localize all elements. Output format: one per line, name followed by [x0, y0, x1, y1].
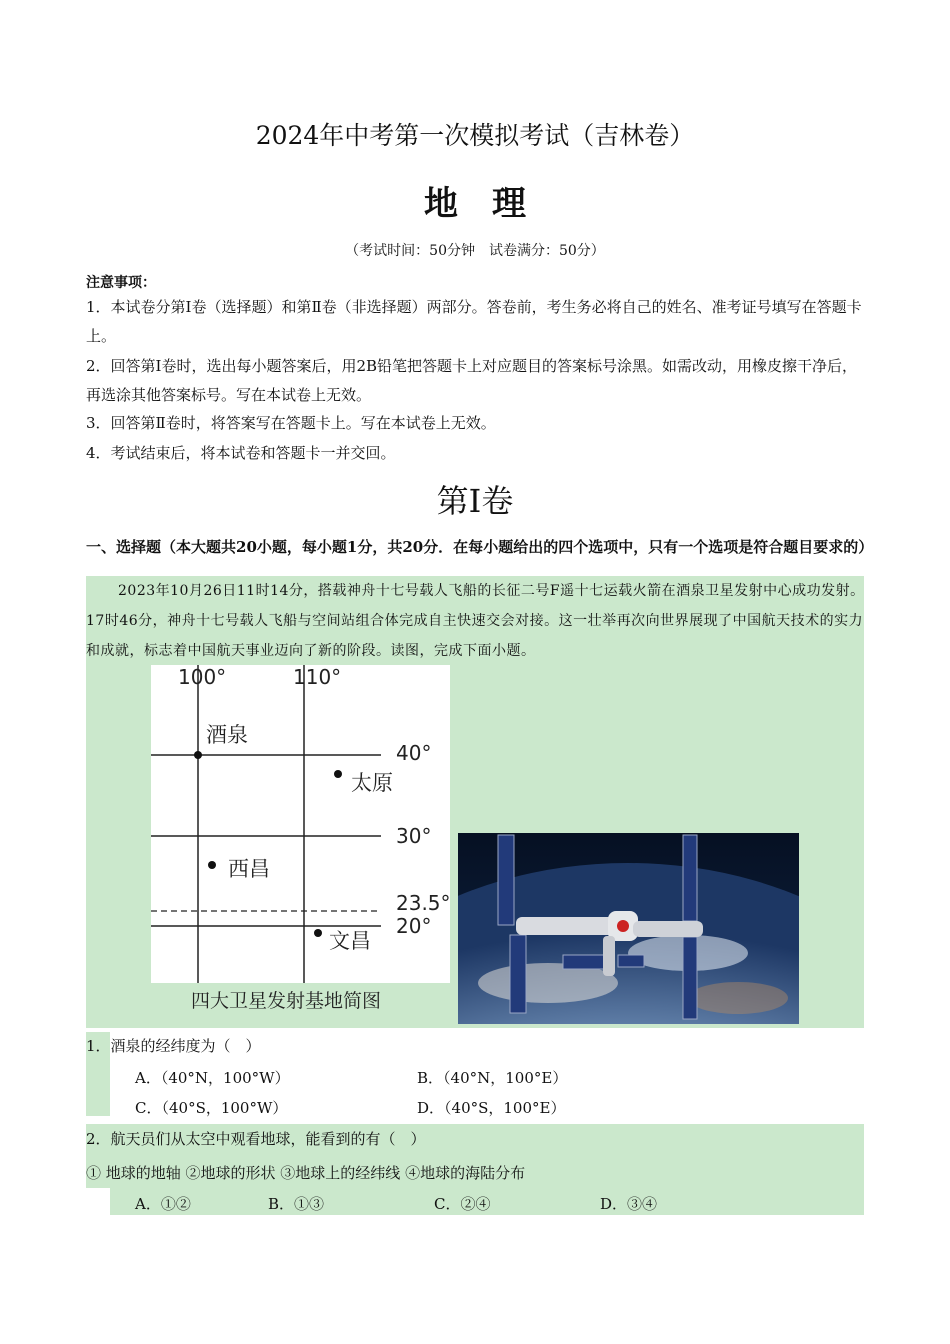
notice-heading: 注意事项： [86, 275, 156, 291]
question-stem: 1．酒泉的经纬度为（ ） [86, 1037, 261, 1055]
launch-site-map [151, 665, 450, 983]
lat-label: 30° [396, 824, 432, 848]
subject-title: 地理 [424, 184, 560, 224]
site-label: 西昌 [228, 857, 270, 881]
option-a[interactable]: A．①② [135, 1195, 191, 1213]
option-b[interactable]: B．①③ [268, 1195, 325, 1213]
lat-label: 20° [396, 914, 432, 938]
site-label: 文昌 [329, 929, 371, 953]
notice-item: 3．回答第Ⅱ卷时，将答案写在答题卡上。写在本试卷上无效。 [86, 414, 496, 432]
notice-item: 4．考试结束后，将本试卷和答题卡一并交回。 [86, 444, 396, 462]
question-stem: 2．航天员们从太空中观看地球，能看到的有（ ） [86, 1130, 426, 1148]
option-a[interactable]: A．（40°N，100°W） [135, 1069, 290, 1087]
option-d[interactable]: D．③④ [600, 1195, 658, 1213]
option-d[interactable]: D．（40°S，100°E） [417, 1099, 566, 1117]
passage-text [86, 576, 876, 666]
section-title: 一、选择题（本大题共20小题，每小题1分，共20分．在每小题给出的四个选项中，只有一个选项是符合题目要求的） [86, 538, 874, 556]
option-b[interactable]: B．（40°N，100°E） [417, 1069, 568, 1087]
option-c[interactable]: C．②④ [434, 1195, 491, 1213]
lon-label: 110° [293, 665, 342, 689]
lat-label: 23.5° [396, 891, 450, 915]
question-sub-items: ① 地球的地轴 ②地球的形状 ③地球上的经纬线 ④地球的海陆分布 [86, 1164, 526, 1182]
passage-content: 2023年10月26日11时14分，搭载神舟十七号载人飞船的长征二号F遥十七运载火箭在酒泉卫星发射中心成功发射。17时46分，神舟十七号载人飞船与空间站组合体完成自主快速交会对接。这一壮举再次向世界展现了中国航天技术的实力和成就，标志着中国航天事业迈向了新的阶段。读图，完成下面小题。 [86, 583, 865, 659]
lat-label: 40° [396, 741, 432, 765]
notice-item: 2．回答第Ⅰ卷时，选出每小题答案后，用2B铅笔把答题卡上对应题目的答案标号涂黑。如需改动，用橡皮擦干净后，再选涂其他答案标号。写在本试卷上无效。 [86, 357, 858, 404]
map-graphic [151, 665, 450, 983]
space-station-illustration [458, 833, 799, 1024]
part-title: 第Ⅰ卷 [436, 482, 514, 520]
map-caption: 四大卫星发射基地简图 [190, 990, 381, 1012]
lon-label: 100° [178, 665, 227, 689]
site-label: 太原 [351, 771, 393, 795]
exam-title: 2024年中考第一次模拟考试（吉林卷） [255, 121, 695, 150]
site-label: 酒泉 [206, 723, 248, 747]
notice-item: 1．本试卷分第Ⅰ卷（选择题）和第Ⅱ卷（非选择题）两部分。答卷前，考生务必将自己的姓名、准考证号填写在答题卡上。 [86, 298, 862, 345]
exam-info: （考试时间：50分钟 试卷满分：50分） [345, 243, 605, 259]
space-station-photo [458, 833, 799, 1024]
option-c[interactable]: C．（40°S，100°W） [135, 1099, 288, 1117]
